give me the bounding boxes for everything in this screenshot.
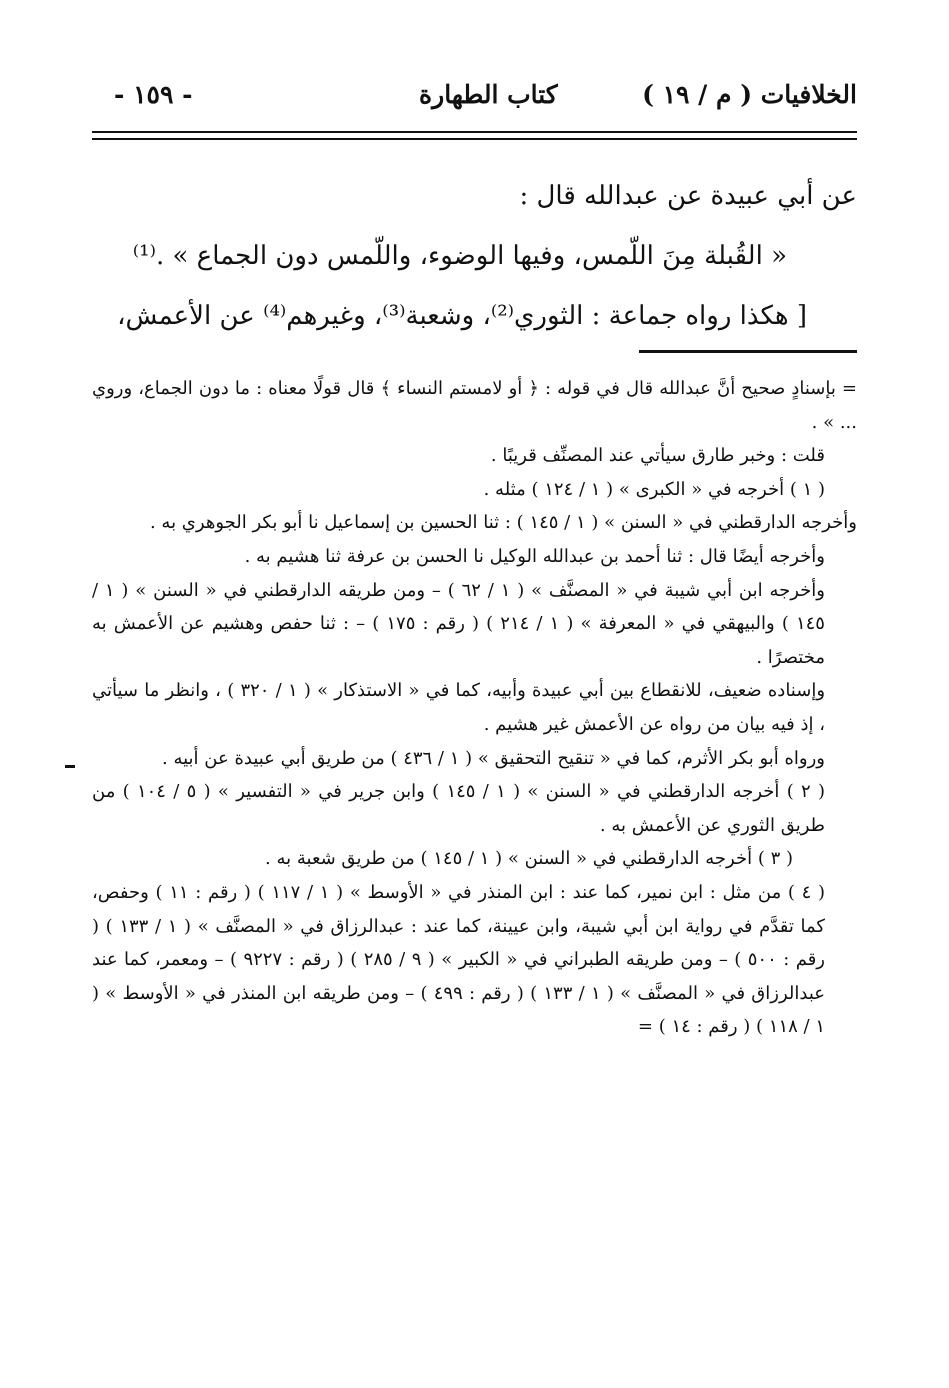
main-line: « القُبلة مِنَ اللّمس، وفيها الوضوء، واللّمس دون الجماع » .⁽¹⁾ xyxy=(132,241,787,271)
footnotes xyxy=(92,372,857,1044)
margin-mark xyxy=(65,765,75,768)
footnote-paragraph: ورواه أبو بكر الأثرم، كما في « تنقيح التحقيق » ( ١ / ٤٣٦ ) من طريق أبي عبيدة عن أبيه . xyxy=(162,747,825,769)
footnote-paragraph: وأخرجه ابن أبي شيبة في « المصنَّف » ( ١ / ٦٢ ) – ومن طريقه الدارقطني في « السنن » ( ١ / ١٤٥ ) والبيهقي في « المعرفة » ( ١ / ٢١٤ ) ( رقم : ١٧٥ ) – : ثنا حفص وهشيم عن الأعمش به مختصرًا . xyxy=(92,579,825,668)
page-number: - ١٥٩ - xyxy=(114,80,193,109)
footnote-paragraph: وإسناده ضعيف، للانقطاع بين أبي عبيدة وأبيه، كما في « الاستذكار » ( ١ / ٣٢٠ ) ، وانظر ما سيأتي ، إذ فيه بيان من رواه عن الأعمش غير هشيم . xyxy=(92,680,826,735)
footnote-paragraph: ( ١ ) أخرجه في « الكبرى » ( ١ / ١٢٤ ) مثله . xyxy=(483,478,825,500)
footnote-separator xyxy=(639,350,857,353)
header-chapter-title: كتاب الطهارة xyxy=(419,80,558,109)
footnote-paragraph: ( ٢ ) أخرجه الدارقطني في « السنن » ( ١ / ١٤٥ ) وابن جرير في « التفسير » ( ٥ / ١٠٤ ) من طريق الثوري عن الأعمش به . xyxy=(92,781,825,836)
footnote-paragraph: = بإسنادٍ صحيح أنَّ عبدالله قال في قوله : ﴿ أو لامستم النساء ﴾ قال قولًا معناه : ما دون الجماع، وروي ... » . xyxy=(92,378,857,433)
header-rule-bottom xyxy=(92,138,857,140)
main-line: [ هكذا رواه جماعة : الثوري⁽²⁾، وشعبة⁽³⁾، وغيرهم⁽⁴⁾ عن الأعمش، xyxy=(117,301,807,331)
footnote-paragraph: ( ٣ ) أخرجه الدارقطني في « السنن » ( ١ / ١٤٥ ) من طريق شعبة به . xyxy=(265,848,793,870)
footnote-paragraph: وأخرجه الدارقطني في « السنن » ( ١ / ١٤٥ ) : ثنا الحسين بن إسماعيل نا أبو بكر الجوهري به . xyxy=(149,512,857,534)
footnote-paragraph: ( ٤ ) من مثل : ابن نمير، كما عند : ابن المنذر في « الأوسط » ( ١ / ١١٧ ) ( رقم : ١١ ) وحفص، كما تقدَّم في رواية ابن أبي شيبة، وابن عيينة، كما عند : عبدالرزاق في « المصنَّف » ( ١ / ١٣٣ ) ( رقم : ٥٠٠ ) – ومن طريقه الطبراني في « الكبير » ( ٩ / ٢٨٥ ) ( رقم : ٩٢٢٧ ) – ومعمر، كما عند عبدالرزاق في « المصنَّف » ( ١ / ١٣٣ ) ( رقم : ٤٩٩ ) – ومن طريقه ابن المنذر في « الأوسط » ( ١ / ١١٨ ) ( رقم : ١٤ ) = xyxy=(92,881,826,1038)
running-header xyxy=(92,80,857,120)
footnote-paragraph: وأخرجه أيضًا قال : ثنا أحمد بن عبدالله الوكيل نا الحسن بن عرفة ثنا هشيم به . xyxy=(244,545,825,567)
header-rule-top xyxy=(92,131,857,133)
footnote-paragraph: قلت : وخبر طارق سيأتي عند المصنِّف قريبًا . xyxy=(490,445,825,467)
main-text xyxy=(92,166,857,346)
header-book-title: الخلافيات ( م / ١٩ ) xyxy=(642,80,857,109)
main-line: عن أبي عبيدة عن عبدالله قال : xyxy=(519,181,857,211)
